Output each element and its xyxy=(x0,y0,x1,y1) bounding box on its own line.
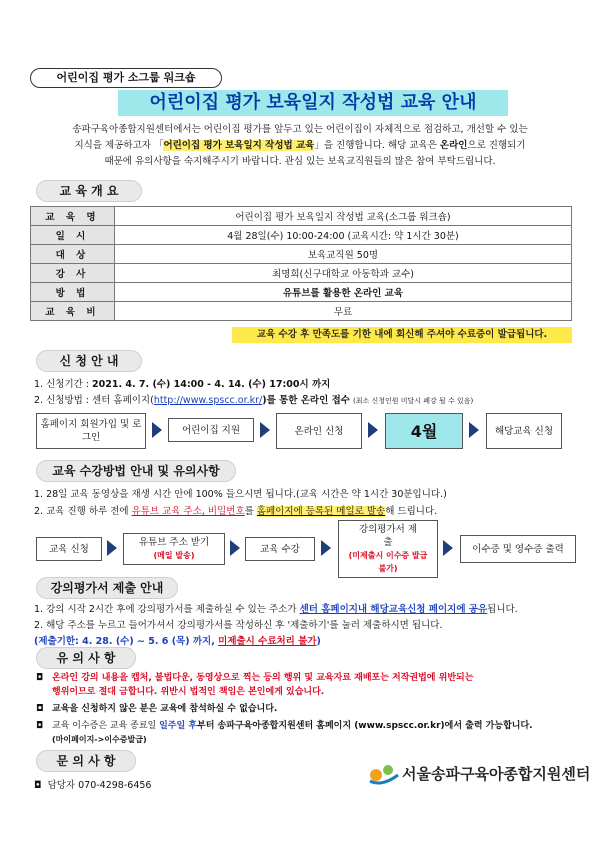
flow-step-certificate: 이수증 및 영수증 출력 xyxy=(460,535,576,563)
survey-deadline: (제출기한: 4. 28. (수) ~ 5. 6 (목) 까지, 미제출시 수료처리 불가) xyxy=(34,636,321,647)
section-notes: 유 의 사 항 xyxy=(36,647,136,669)
flow-step-survey: 강의평가서 제출 (미제출시 이수증 발급 불가) xyxy=(338,520,438,578)
row-label: 일 시 xyxy=(31,226,115,245)
section-contact: 문 의 사 항 xyxy=(36,750,136,772)
section-survey: 강의평가서 제출 안내 xyxy=(36,577,178,599)
survey-line-1: 1. 강의 시작 2시간 후에 강의평가서를 제출하실 수 있는 주소가 센터 홈페이지내 해당교육신청 페이지에 공유됩니다. xyxy=(34,604,518,615)
row-value: 4월 28일(수) 10:00-24:00 (교육시간: 약 1시간 30분) xyxy=(115,226,572,245)
table-row xyxy=(31,302,572,321)
flow-step-online: 온라인 신청 xyxy=(276,413,362,449)
intro-text xyxy=(40,122,560,170)
row-value: 보육교직원 50명 xyxy=(115,245,572,264)
row-label: 방 법 xyxy=(31,283,115,302)
arrow-right-icon xyxy=(230,540,240,556)
row-label: 강 사 xyxy=(31,264,115,283)
notes-list xyxy=(36,671,570,747)
row-value: 어린이집 평가 보육일지 작성법 교육(소그룹 워크숍) xyxy=(115,207,572,226)
table-row xyxy=(31,226,572,245)
square-bullet-icon: ◘ xyxy=(36,721,44,731)
row-value: 최명희(신구대학교 아동학과 교수) xyxy=(115,264,572,283)
certificate-notice: 교육 수강 후 만족도를 기한 내에 회신해 주셔야 수료증이 발급됩니다. xyxy=(232,327,572,343)
flow-step-youtube: 유튜브 주소 받기 (메일 발송) xyxy=(123,533,225,565)
row-label: 교 육 비 xyxy=(31,302,115,321)
org-logo xyxy=(368,761,590,785)
arrow-right-icon xyxy=(152,422,162,438)
square-bullet-icon: ◘ xyxy=(36,673,44,683)
row-label: 대 상 xyxy=(31,245,115,264)
org-name: 서울송파구육아종합지원센터 xyxy=(402,764,591,783)
arrow-right-icon xyxy=(469,422,479,438)
flow-step-login: 홈페이지 회원가입 및 로그인 xyxy=(36,413,146,449)
arrow-right-icon xyxy=(260,422,270,438)
intro-line-3: 때문에 유의사항을 숙지해주시기 바랍니다. 관심 있는 보육교직원들의 많은 참여 부탁드립니다. xyxy=(104,156,496,167)
table-row xyxy=(31,283,572,302)
row-label: 교 육 명 xyxy=(31,207,115,226)
note-item-3: ◘ 교육 이수증은 교육 종료일 일주일 후부터 송파구육아종합지원센터 홈페이지 (www.spscc.or.kr)에서 출력 가능합니다. (마이페이지->이수증발급) xyxy=(36,719,570,747)
row-value: 무료 xyxy=(115,302,572,321)
arrow-right-icon xyxy=(321,540,331,556)
square-bullet-icon: ◘ xyxy=(34,780,42,791)
flow-step-watch: 교육 수강 xyxy=(245,537,315,561)
section-method: 교육 수강방법 안내 및 유의사항 xyxy=(36,460,236,482)
workshop-tag: 어린이집 평가 소그룹 워크숍 xyxy=(30,68,222,88)
arrow-right-icon xyxy=(107,540,117,556)
row-value: 유튜브를 활용한 온라인 교육 xyxy=(115,283,572,302)
table-row xyxy=(31,264,572,283)
overview-table xyxy=(30,206,572,321)
homepage-link[interactable]: http://www.spscc.or.kr/ xyxy=(153,395,263,406)
flow-step-apply-course: 해당교육 신청 xyxy=(486,413,562,449)
method-line-2: 2. 교육 진행 하루 전에 유튜브 교육 주소, 비밀번호를 홈페이지에 등록된 메일로 발송해 드립니다. xyxy=(34,506,438,517)
intro-line-1: 송파구육아종합지원센터에서는 어린이집 평가를 앞두고 있는 어린이집이 자체적으로 점검하고, 개선할 수 있는 xyxy=(72,124,528,135)
survey-line-2: 2. 해당 주소를 누르고 들어가셔서 강의평가서를 작성하신 후 '제출하기'를 눌러 제출하시면 됩니다. xyxy=(34,620,443,631)
table-row xyxy=(31,207,572,226)
flow-step-april: 4월 xyxy=(385,413,463,449)
arrow-right-icon xyxy=(443,540,453,556)
apply-method: 2. 신청방법 : 센터 홈페이지(http://www.spscc.or.kr/)를 통한 온라인 접수 (최소 신청인원 미달시 폐강 될 수 있음) xyxy=(34,395,474,406)
intro-line-2: 지식을 제공하고자 「어린이집 평가 보육일지 작성법 교육」을 진행합니다. 해당 교육은 온라인으로 진행되기 xyxy=(74,140,526,151)
org-logo-icon xyxy=(368,761,402,785)
section-overview: 교 육 개 요 xyxy=(36,180,142,202)
method-line-1: 1. 28일 교육 동영상을 재생 시간 안에 100% 들으시면 됩니다.(교육 시간은 약 1시간 30분입니다.) xyxy=(34,489,447,500)
contact-line: ◘ 담당자 070-4298-6456 xyxy=(34,780,152,791)
flow-step-support: 어린이집 지원 xyxy=(168,418,254,442)
note-item-2: ◘ 교육을 신청하지 않은 분은 교육에 참석하실 수 없습니다. xyxy=(36,704,278,714)
square-bullet-icon: ◘ xyxy=(36,704,44,714)
table-row xyxy=(31,245,572,264)
flow-step-enroll: 교육 신청 xyxy=(36,537,102,561)
arrow-right-icon xyxy=(368,422,378,438)
apply-period: 1. 신청기간 : 2021. 4. 7. (수) 14:00 - 4. 14. (수) 17:00시 까지 xyxy=(34,379,331,390)
note-item-1: ◘ 온라인 강의 내용을 캡처, 불법다운, 동영상으로 찍는 등의 행위 및 교육자료 재배포는 저작권법에 위반되는 행위이므로 절대 금합니다. 위반시 법적인 책임은 본인에게 있습니다. xyxy=(36,673,474,697)
page-title: 어린이집 평가 보육일지 작성법 교육 안내 xyxy=(118,90,508,116)
section-apply: 신 청 안 내 xyxy=(36,350,142,372)
